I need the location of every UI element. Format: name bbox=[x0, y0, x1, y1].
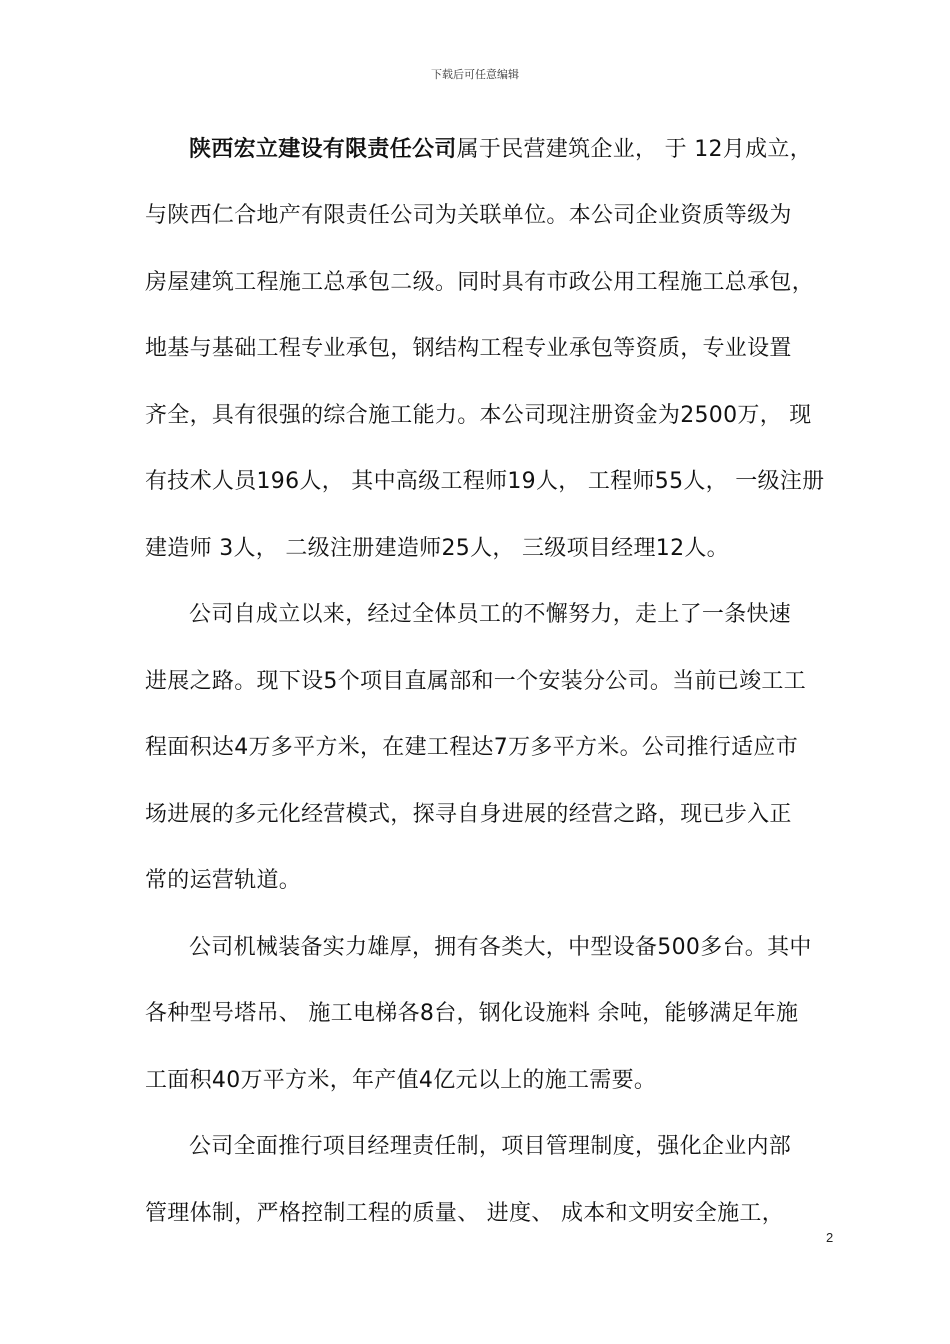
paragraph-1-line-7: 建造师 3人， 二级注册建造师25人， 三级项目经理12人。 bbox=[145, 536, 729, 561]
paragraph-4-line-2: 管理体制，严格控制工程的质量、 进度、 成本和文明安全施工， bbox=[145, 1201, 784, 1226]
paragraph-1-line-3: 房屋建筑工程施工总承包二级。同时具有市政公用工程施工总承包， bbox=[145, 270, 815, 295]
paragraph-2-line-5: 常的运营轨道。 bbox=[145, 868, 302, 893]
paragraph-1-line-5: 齐全，具有很强的综合施工能力。本公司现注册资金为2500万， 现 bbox=[145, 403, 812, 428]
paragraph-2-line-1: 公司自成立以来，经过全体员工的不懈努力，走上了一条快速 bbox=[189, 602, 792, 627]
paragraph-1-line-2: 与陕西仁合地产有限责任公司为关联单位。本公司企业资质等级为 bbox=[145, 203, 792, 228]
paragraph-3-line-3: 工面积40万平方米，年产值4亿元以上的施工需要。 bbox=[145, 1068, 657, 1093]
paragraph-1-line-1-text: 属于民营建筑企业， 于 12月成立， bbox=[456, 137, 812, 162]
paragraph-1-line-6: 有技术人员196人， 其中高级工程师19人， 工程师55人， 一级注册 bbox=[145, 469, 825, 494]
page-number: 2 bbox=[826, 1230, 834, 1245]
paragraph-1-line-1 bbox=[189, 130, 812, 170]
paragraph-3-line-2: 各种型号塔吊、 施工电梯各8台，钢化设施料 余吨，能够满足年施 bbox=[145, 1001, 799, 1026]
paragraph-2-line-3: 程面积达4万多平方米，在建工程达7万多平方米。公司推行适应市 bbox=[145, 735, 798, 760]
paragraph-3-line-1: 公司机械装备实力雄厚，拥有各类大，中型设备500多台。其中 bbox=[189, 935, 812, 960]
paragraph-2-line-4: 场进展的多元化经营模式，探寻自身进展的经营之路，现已步入正 bbox=[145, 802, 792, 827]
paragraph-4-line-1: 公司全面推行项目经理责任制，项目管理制度，强化企业内部 bbox=[189, 1134, 792, 1159]
company-name: 陕西宏立建设有限责任公司 bbox=[189, 137, 457, 162]
page-header: 下载后可任意编辑 bbox=[431, 68, 519, 81]
paragraph-1-line-4: 地基与基础工程专业承包，钢结构工程专业承包等资质，专业设置 bbox=[145, 336, 792, 361]
paragraph-2-line-2: 进展之路。现下设5个项目直属部和一个安装分公司。当前已竣工工 bbox=[145, 669, 806, 694]
